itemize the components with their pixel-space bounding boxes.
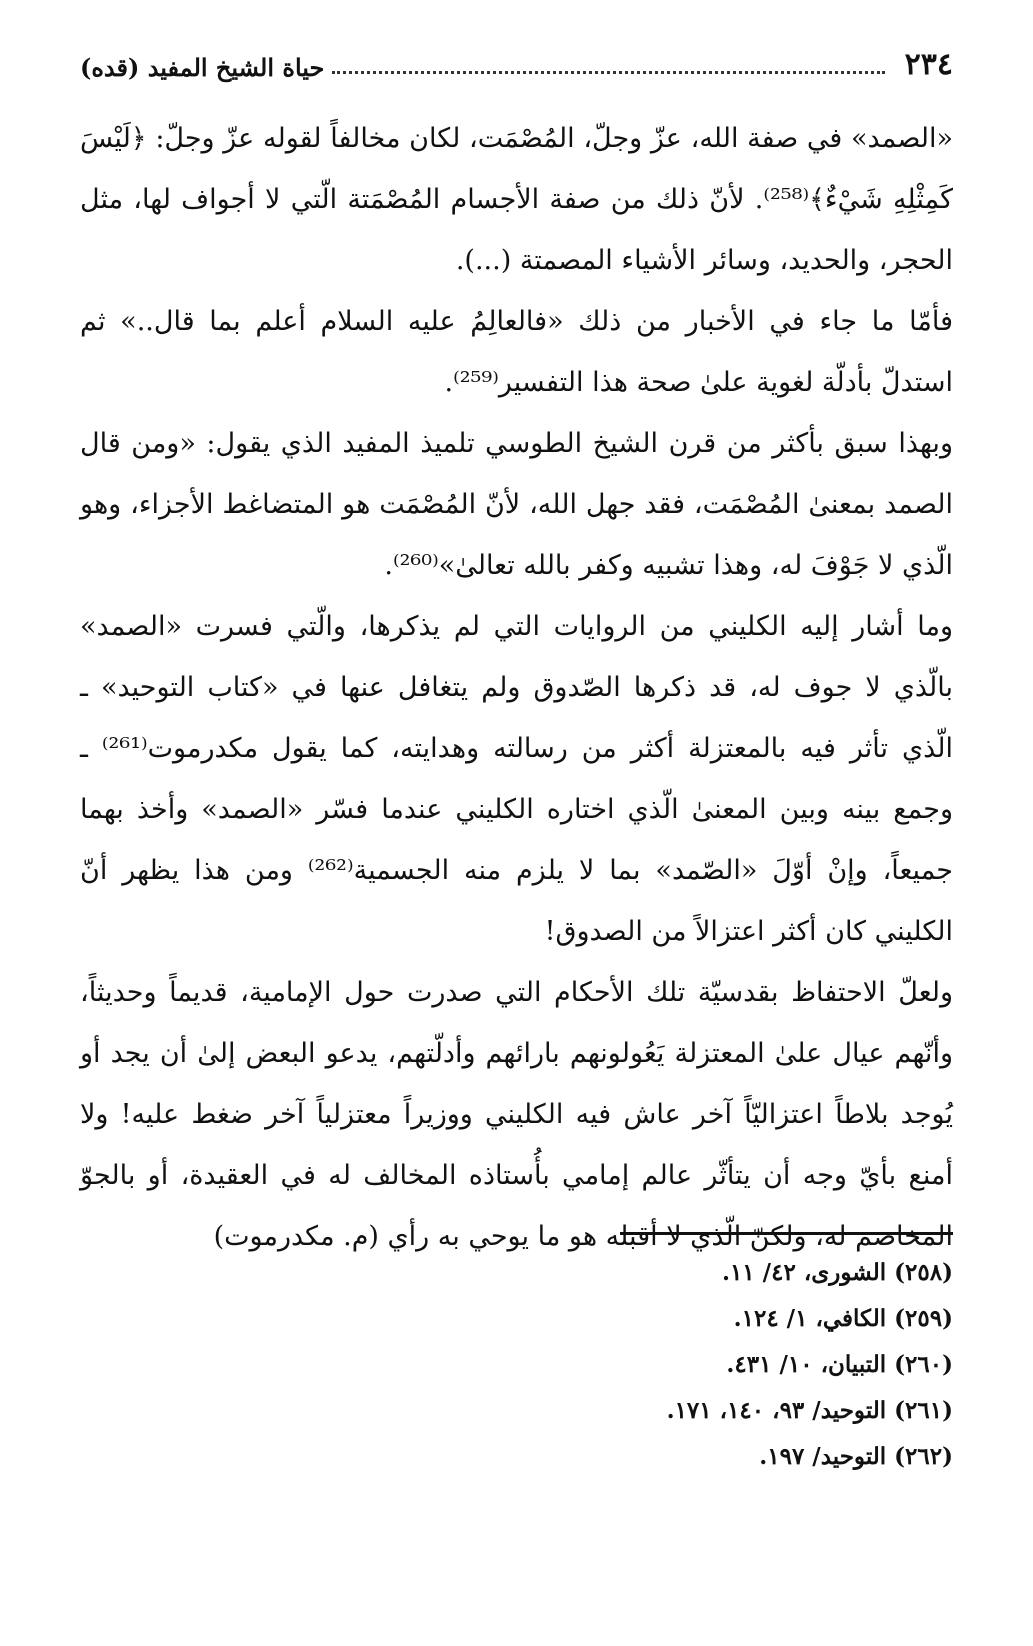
footnote: (٢٦٠) التبيان، ١٠/ ٤٣١.	[726, 1351, 953, 1378]
dotted-leader	[332, 71, 884, 74]
paragraph: وبهذا سبق بأكثر من قرن الشيخ الطوسي تلميذ المفيد الذي يقول: «ومن قال الصمد بمعنىٰ المُصْمَت، فقد جهل الله، لأنّ المُصْمَت هو المتضاغط الأجزاء، وهو الّذي لا جَوْفَ له، وهذا تشبيه وكفر بالله تعالىٰ»⁽²⁶⁰⁾.	[80, 428, 953, 581]
running-title: حياة الشيخ المفيد (قده)	[80, 53, 325, 82]
paragraph: «الصمد» في صفة الله، عزّ وجلّ، المُصْمَت، لكان مخالفاً لقوله عزّ وجلّ: ﴿لَيْسَ كَمِثْلِهِ شَيْءٌ﴾⁽²⁵⁸⁾. لأنّ ذلك من صفة الأجسام المُصْمَتة الّتي لا أجواف لها، مثل الحجر، والحديد، وسائر الأشياء المصمتة (...).	[80, 123, 953, 276]
main-text	[80, 108, 953, 1267]
page-number: ٢٣٤	[904, 47, 953, 82]
paragraph: فأمّا ما جاء في الأخبار من ذلك «فالعالِمُ عليه السلام أعلم بما قال..» ثم استدلّ بأدلّة لغوية علىٰ صحة هذا التفسير⁽²⁵⁹⁾.	[80, 306, 953, 398]
footnote: (٢٦١) التوحيد/ ٩٣، ١٤٠، ١٧١.	[666, 1397, 953, 1424]
footnote: (٢٥٩) الكافي، ١/ ١٢٤.	[733, 1305, 953, 1332]
paragraph: ولعلّ الاحتفاظ بقدسيّة تلك الأحكام التي صدرت حول الإمامية، قديماً وحديثاً، وأنّهم عيال علىٰ المعتزلة يَعُولونهم بارائهم وأدلّتهم، يدعو البعض إلىٰ أن يجد أو يُوجد بلاطاً اعتزاليّاً آخر عاش فيه الكليني ووزيراً معتزلياً آخر ضغط عليه! ولا أمنع بأيّ وجه أن يتأثّر عالم إمامي بأُستاذه المخالف له في العقيدة، أو بالجوّ المخاصم له، ولكنّ الّذي لا أقبله هو ما يوحي به رأي (م. مكدرموت)	[80, 977, 953, 1252]
page-header	[80, 38, 953, 82]
footnote: (٢٥٨) الشورى، ٤٢/ ١١.	[721, 1259, 953, 1286]
paragraph: وما أشار إليه الكليني من الروايات التي لم يذكرها، والّتي فسرت «الصمد» بالّذي لا جوف له، قد ذكرها الصّدوق ولم يتغافل عنها في «كتاب التوحيد» ـ الّذي تأثر فيه بالمعتزلة أكثر من رسالته وهدايته، كما يقول مكدرموت⁽²⁶¹⁾ ـ وجمع بينه وبين المعنىٰ الّذي اختاره الكليني عندما فسّر «الصمد» وأخذ بهما جميعاً، وإنْ أوّلَ «الصّمد» بما لا يلزم منه الجسمية⁽²⁶²⁾ ومن هذا يظهر أنّ الكليني كان أكثر اعتزالاً من الصدوق!	[80, 611, 954, 947]
footnote-separator	[620, 1232, 953, 1235]
footnotes	[80, 1250, 953, 1480]
footnote: (٢٦٢) التوحيد/ ١٩٧.	[759, 1443, 953, 1470]
running-title-group	[80, 53, 893, 82]
